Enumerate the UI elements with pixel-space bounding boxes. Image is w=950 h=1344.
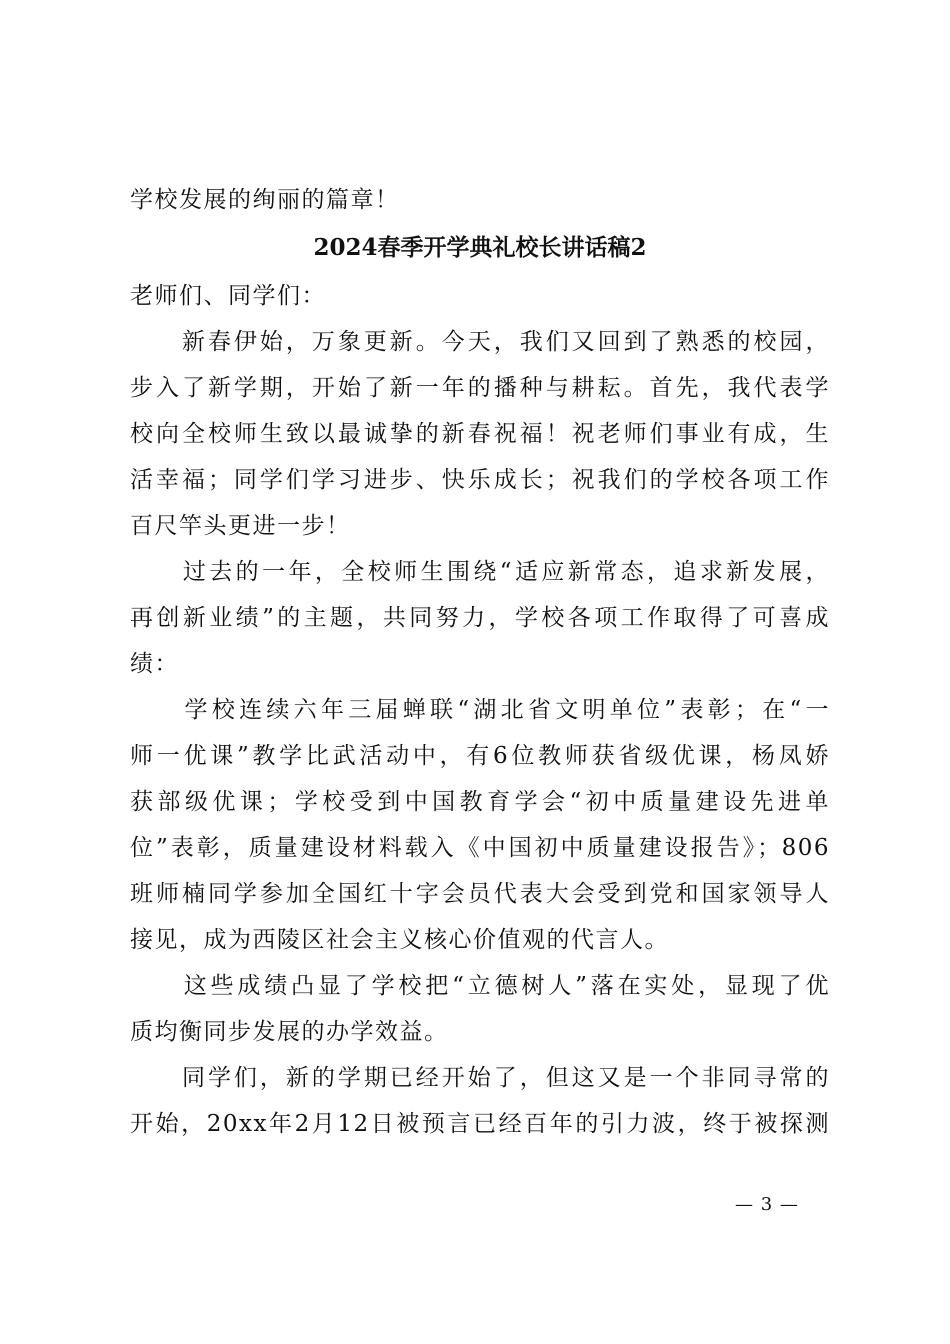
paragraph-line: 班师楠同学参加全国红十字会员代表大会受到党和国家领导人 (130, 881, 830, 907)
continuation-line: 学校发展的绚丽的篇章！ (130, 187, 400, 213)
paragraph-line: 步入了新学期，开始了新一年的播种与耕耘。首先，我代表学 (130, 375, 830, 401)
paragraph-line: 校向全校师生致以最诚挚的新春祝福！祝老师们事业有成，生 (130, 421, 830, 447)
paragraph-4 (130, 963, 830, 1055)
paragraph-2 (130, 549, 830, 687)
paragraph-line: 位”表彰，质量建设材料载入《中国初中质量建设报告》；806 (130, 835, 830, 861)
salutation-line: 老师们、同学们： (130, 283, 326, 309)
paragraph-line: 再创新业绩”的主题，共同努力，学校各项工作取得了可喜成 (130, 605, 830, 631)
paragraph-5 (130, 1055, 830, 1147)
paragraph-line: 这些成绩凸显了学校把“立德树人”落在实处，显现了优 (130, 973, 830, 999)
paragraph-line: 学校连续六年三届蝉联“湖北省文明单位”表彰；在“一 (130, 697, 830, 723)
paragraph-line: 开始，20xx年2月12日被预言已经百年的引力波，终于被探测 (130, 1111, 830, 1137)
paragraph-line: 质均衡同步发展的办学效益。 (130, 1019, 449, 1045)
paragraph-line: 同学们，新的学期已经开始了，但这又是一个非同寻常的 (130, 1065, 830, 1091)
paragraph-line: 绩： (130, 651, 179, 677)
paragraph-line: 获部级优课；学校受到中国教育学会“初中质量建设先进单 (130, 789, 830, 815)
continuation-text (130, 177, 830, 223)
paragraph-line: 百尺竿头更进一步！ (130, 513, 351, 539)
salutation (130, 273, 830, 319)
paragraph-line: 师一优课”教学比武活动中，有6位教师获省级优课，杨凤娇 (130, 743, 830, 769)
document-title: 2024春季开学典礼校长讲话稿2 (313, 234, 647, 261)
paragraph-line: 新春伊始，万象更新。今天，我们又回到了熟悉的校园， (130, 329, 830, 355)
paragraph-line: 活幸福；同学们学习进步、快乐成长；祝我们的学校各项工作 (130, 467, 830, 493)
paragraph-1 (130, 319, 830, 549)
paragraph-line: 接见，成为西陵区社会主义核心价值观的代言人。 (130, 927, 669, 953)
page-number: — 3 — (735, 1194, 799, 1215)
paragraph-3 (130, 687, 830, 963)
paragraph-line: 过去的一年，全校师生围绕“适应新常态，追求新发展， (130, 559, 830, 585)
